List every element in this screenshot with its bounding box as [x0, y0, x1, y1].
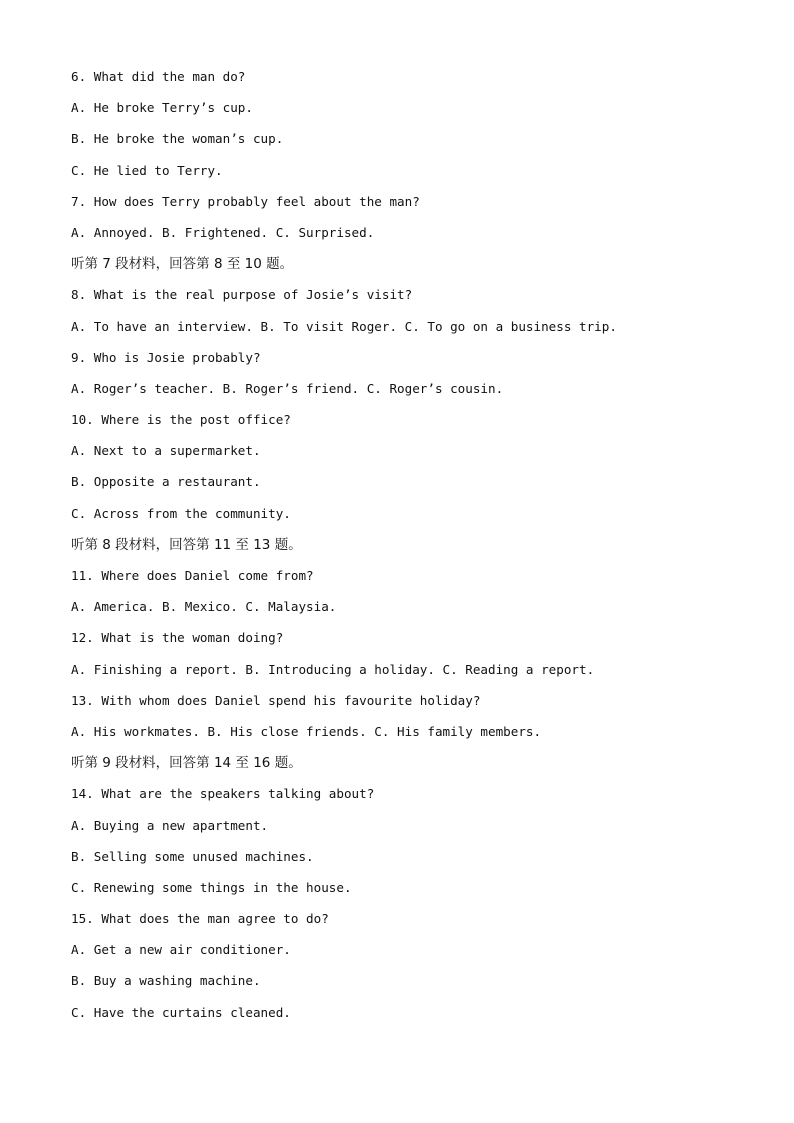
question-7: 7. How does Terry probably feel about the man? — [71, 193, 420, 209]
option-14b: B. Selling some unused machines. — [71, 848, 314, 864]
section-heading-8: 听第 8 段材料，回答第 11 至 13 题。 — [71, 536, 302, 553]
options-8: A. To have an interview. B. To visit Roger. C. To go on a business trip. — [71, 318, 617, 334]
question-13: 13. With whom does Daniel spend his favourite holiday? — [71, 692, 481, 708]
options-9: A. Roger’s teacher. B. Roger’s friend. C. Roger’s cousin. — [71, 380, 504, 396]
option-6a: A. He broke Terry’s cup. — [71, 100, 253, 116]
question-11: 11. Where does Daniel come from? — [71, 568, 314, 583]
question-12: 12. What is the woman doing? — [71, 630, 284, 646]
question-9: 9. Who is Josie probably? — [71, 349, 261, 365]
option-10b: B. Opposite a restaurant. — [71, 474, 261, 490]
question-15: 15. What does the man agree to do? — [71, 911, 329, 927]
option-15a: A. Get a new air conditioner. — [71, 942, 291, 958]
section-heading-7: 听第 7 段材料，回答第 8 至 10 题。 — [71, 256, 294, 273]
question-6: 6. What did the man do? — [71, 69, 246, 84]
option-15c: C. Have the curtains cleaned. — [71, 1004, 291, 1020]
options-13: A. His workmates. B. His close friends. C. His family members. — [71, 723, 542, 739]
options-7: A. Annoyed. B. Frightened. C. Surprised. — [71, 224, 375, 240]
question-8: 8. What is the real purpose of Josie’s visit? — [71, 287, 413, 303]
option-10a: A. Next to a supermarket. — [71, 443, 261, 459]
question-10: 10. Where is the post office? — [71, 412, 291, 428]
options-11: A. America. B. Mexico. C. Malaysia. — [71, 599, 337, 615]
document-page — [71, 67, 761, 1034]
option-10c: C. Across from the community. — [71, 505, 291, 521]
option-6b: B. He broke the woman’s cup. — [71, 131, 284, 147]
option-14a: A. Buying a new apartment. — [71, 817, 269, 833]
options-12: A. Finishing a report. B. Introducing a holiday. C. Reading a report. — [71, 661, 595, 677]
section-heading-9: 听第 9 段材料，回答第 14 至 16 题。 — [71, 755, 302, 772]
option-15b: B. Buy a washing machine. — [71, 973, 261, 989]
option-14c: C. Renewing some things in the house. — [71, 879, 352, 895]
option-6c: C. He lied to Terry. — [71, 162, 223, 178]
question-14: 14. What are the speakers talking about? — [71, 786, 375, 802]
